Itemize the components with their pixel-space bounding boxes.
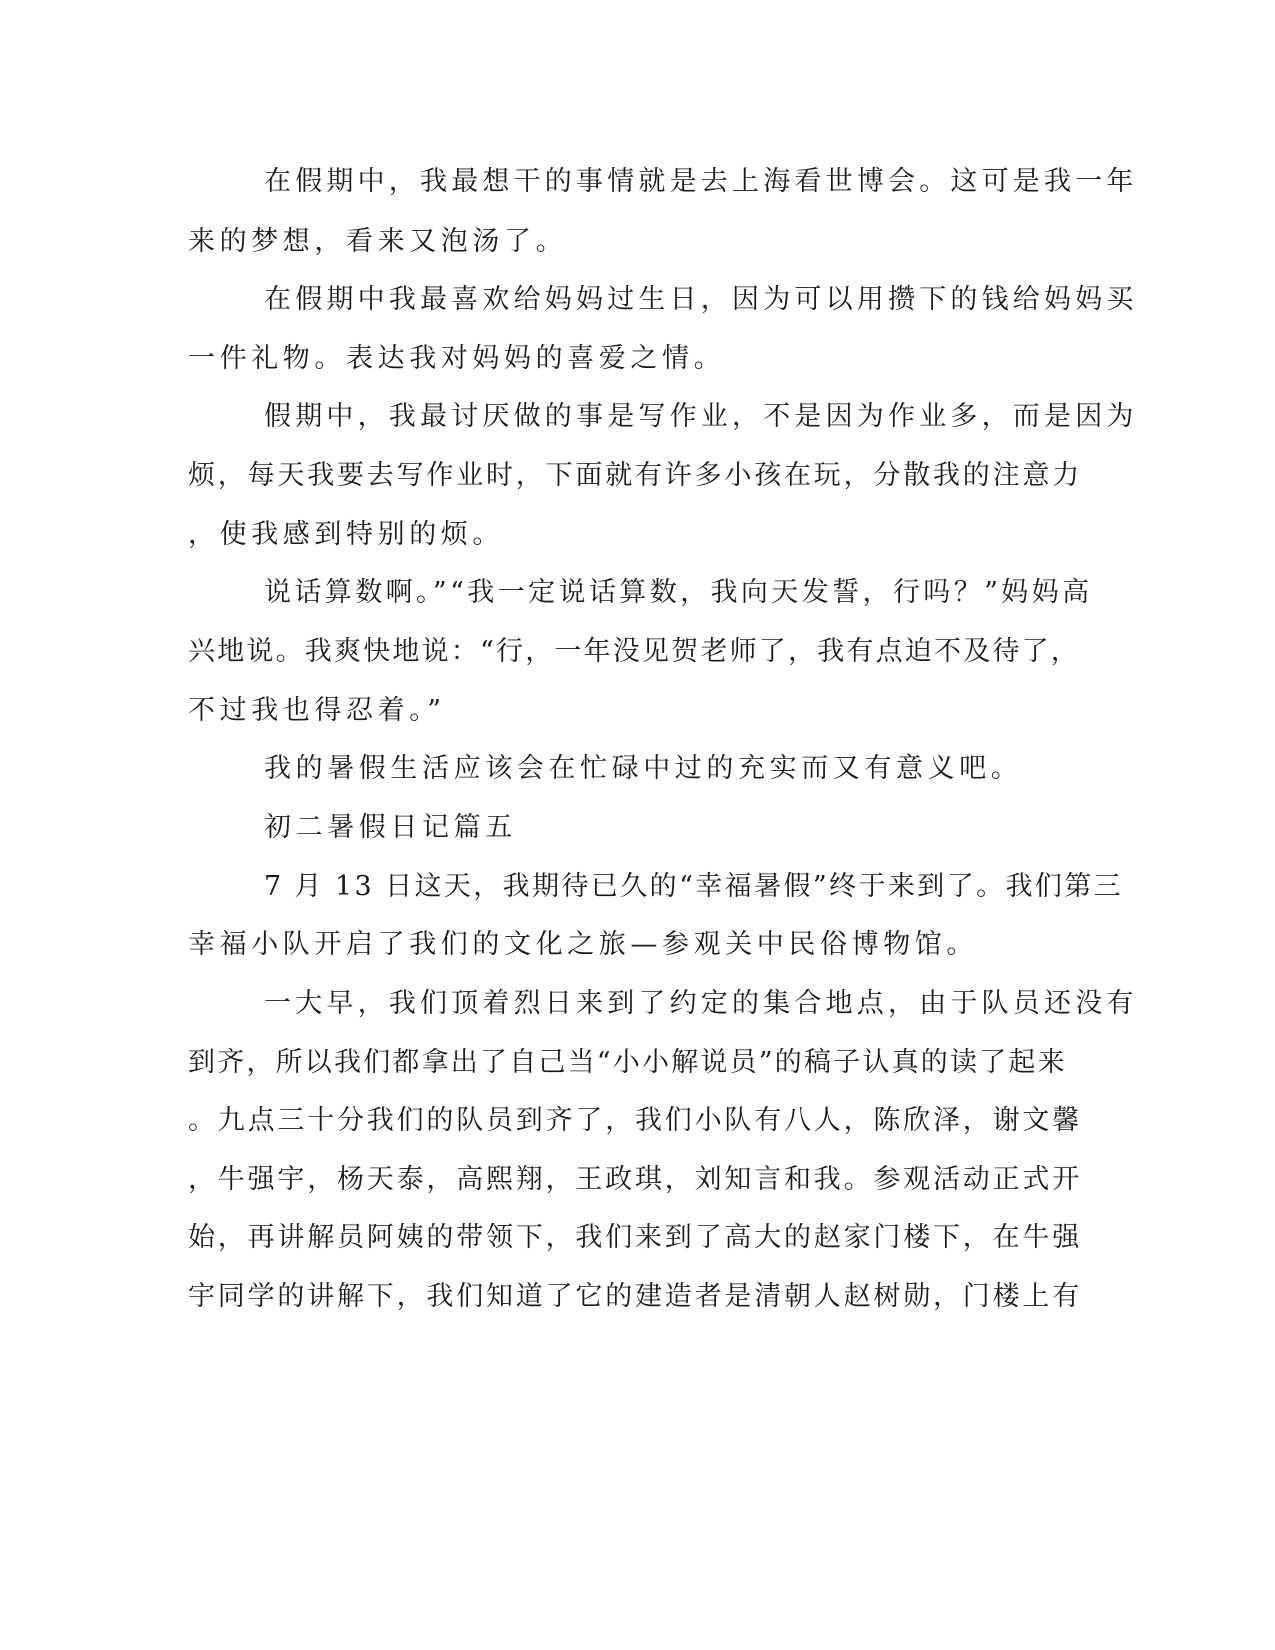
line-text: 宇同学的讲解下，我们知道了它的建造者是清朝人赵树勋，门楼上有 xyxy=(188,1281,1082,1312)
line-text: 到齐，所以我们都拿出了自己当“小小解说员”的稿子认真的读了起来 xyxy=(188,1047,1067,1078)
line-text: ，牛强宇，杨天泰，高熙翔，王政琪，刘知言和我。参观活动正式开 xyxy=(188,1164,1082,1195)
line-text: 一大早，我们顶着烈日来到了约定的集合地点，由于队员还没有 xyxy=(264,988,1138,1019)
text-line xyxy=(0,1101,1275,1141)
text-line xyxy=(0,749,1275,789)
line-text: 兴地说。我爽快地说：“行，一年没见贺老师了，我有点迫不及待了， xyxy=(188,636,1081,667)
line-text: 7 月 13 日这天，我期待已久的“幸福暑假”终于来到了。我们第三 xyxy=(264,871,1124,902)
line-text: 来的梦想，看来又泡汤了。 xyxy=(188,226,568,257)
line-text: ，使我感到特别的烦。 xyxy=(188,519,504,550)
text-line xyxy=(0,1218,1275,1258)
line-text: 不过我也得忍着。” xyxy=(188,695,446,726)
text-line xyxy=(0,222,1275,262)
line-text: 。九点三十分我们的队员到齐了，我们小队有八人，陈欣泽，谢文馨 xyxy=(188,1105,1082,1136)
text-line xyxy=(0,515,1275,555)
text-line xyxy=(0,456,1275,496)
line-text: 假期中，我最讨厌做的事是写作业，不是因为作业多，而是因为 xyxy=(264,401,1138,432)
line-text: 一件礼物。表达我对妈妈的喜爱之情。 xyxy=(188,343,726,374)
text-line xyxy=(0,1277,1275,1317)
line-text: 在假期中，我最想干的事情就是去上海看世博会。这可是我一年 xyxy=(264,166,1138,197)
text-line xyxy=(0,162,1275,202)
text-line xyxy=(0,280,1275,320)
text-line xyxy=(0,339,1275,379)
text-line xyxy=(0,632,1275,672)
line-text: 我的暑假生活应该会在忙碌中过的充实而又有意义吧。 xyxy=(264,753,1023,784)
section-heading-text: 初二暑假日记篇五 xyxy=(264,812,517,843)
line-text: 在假期中我最喜欢给妈妈过生日，因为可以用攒下的钱给妈妈买 xyxy=(264,284,1138,315)
section-heading xyxy=(0,808,1275,848)
text-line xyxy=(0,397,1275,437)
text-line xyxy=(0,1043,1275,1083)
line-text: 始，再讲解员阿姨的带领下，我们来到了高大的赵家门楼下，在牛强 xyxy=(188,1222,1082,1253)
text-line xyxy=(0,925,1275,965)
text-line xyxy=(0,573,1275,613)
text-line xyxy=(0,1160,1275,1200)
text-line xyxy=(0,867,1275,907)
line-text: 说话算数啊。”“我一定说话算数，我向天发誓，行吗？”妈妈高 xyxy=(264,577,1093,608)
line-text: 烦，每天我要去写作业时，下面就有许多小孩在玩，分散我的注意力 xyxy=(188,460,1082,491)
text-line xyxy=(0,691,1275,731)
text-line xyxy=(0,984,1275,1024)
line-text: 幸福小队开启了我们的文化之旅—参观关中民俗博物馆。 xyxy=(188,929,978,960)
